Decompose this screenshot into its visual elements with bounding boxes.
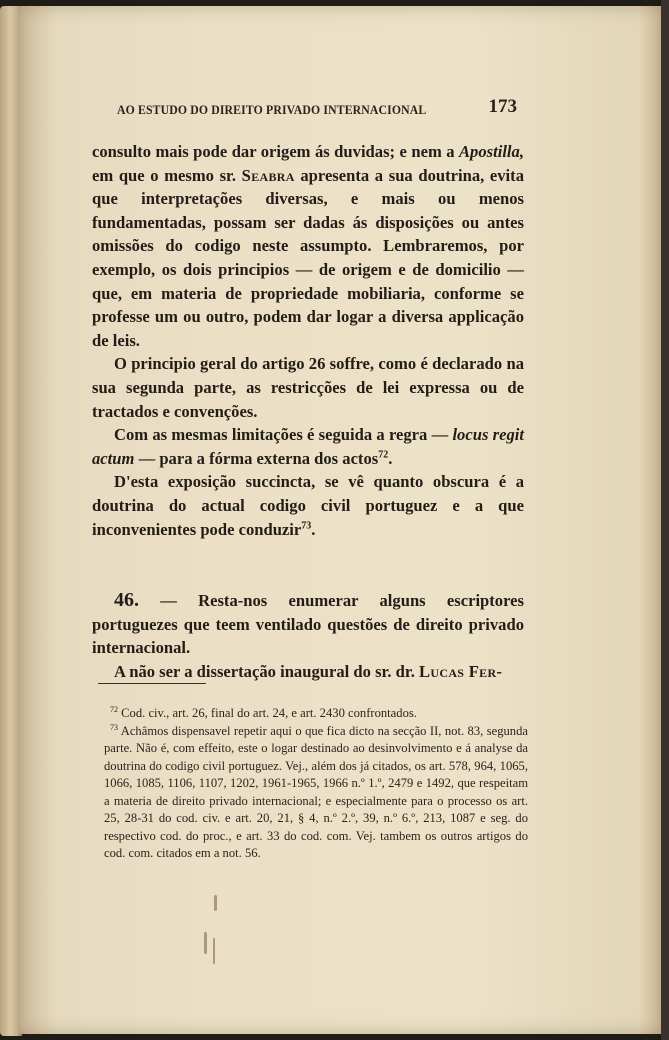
text-run: — para a fórma externa dos actos <box>134 448 379 468</box>
paragraph-5 <box>92 589 524 660</box>
footnote-72 <box>104 705 528 723</box>
paragraph-2: O principio geral do artigo 26 soffre, como é declarado na sua segunda parte, as restricções de lei expressa ou de tractados e convenções. <box>92 354 524 421</box>
footnote-mark: 73 <box>110 722 118 732</box>
paragraph-6 <box>92 660 524 684</box>
paragraph-3 <box>92 423 524 470</box>
text-run: em que o mesmo sr. <box>92 165 242 185</box>
text-run: . <box>311 519 316 539</box>
main-text <box>92 140 524 683</box>
ink-stain <box>204 932 207 954</box>
footnote-rule <box>98 683 206 684</box>
text-run: Com as mesmas limitações é seguida a regra — <box>114 425 453 445</box>
paragraph-4 <box>92 470 524 541</box>
footnote-reference: 73 <box>301 519 312 531</box>
text-run: — Resta-nos enumerar alguns escriptores portuguezes que teem ventilado questões de direito privado internacional. <box>92 591 524 658</box>
page-number: 173 <box>488 96 517 117</box>
footnote-mark: 72 <box>110 704 118 714</box>
paragraph-1 <box>92 140 524 352</box>
section-number: 46. <box>114 589 139 612</box>
author-name: Lucas Fer- <box>419 661 503 681</box>
ink-stain <box>214 895 217 911</box>
author-name: Seabra <box>241 165 295 185</box>
footnote-73 <box>104 723 528 863</box>
italic-run: Apostilla, <box>458 142 524 161</box>
text-run: A não ser a dissertação inaugural do sr. dr. <box>114 661 420 681</box>
page-header <box>117 96 517 120</box>
footnote-text: Achâmos dispensavel repetir aqui o que fica dicto na secção II, not. 83, segunda parte. Não é, com effeito, este o logar destinado ao desinvolvimento e á analyse da doutrina do codigo civil portuguez. Vej., além dos já citados, os art. 578, 964, 1065, 1066, 1085, 1106, 1107, 1202, 1961-1965, 1966 n.º 1.º, 2479 e 1492, que respeitam a materia de direito privado internacional; e especialmente para o processo os art. 25, 28-31 do cod. civ. e art. 20, 21, § 4, n.º 2.º, 39, n.º 6.º, 213, 1087 e seg. do respectivo cod. do proc., e art. 33 do cod. com. Vej. tambem os outros artigos do cod. com. citados em a not. 56. <box>104 723 528 860</box>
running-head: AO ESTUDO DO DIREITO PRIVADO INTERNACIONAL <box>117 103 427 117</box>
ink-stain <box>213 938 215 964</box>
text-run: apresenta a sua doutrina, evita que interpretações diversas, e mais ou menos fundamentadas, possam ser dadas ás disposições ou antes omissões do codigo neste assumpto. Lembraremos, por exemplo, os dois principios — de origem e de domicilio — que, em materia de propriedade mobiliaria, conforme se professe um ou outro, podem dar logar a diversa applicação de leis. <box>92 165 524 350</box>
footnote-text: Cod. civ., art. 26, final do art. 24, e art. 2430 confrontados. <box>121 706 417 720</box>
footnotes <box>104 705 528 863</box>
italic-run: locus regit actum <box>92 425 524 468</box>
text-run: consulto mais pode dar origem ás duvidas; e nem a <box>92 142 459 161</box>
text-run: D'esta exposição succincta, se vê quanto obscura é a doutrina do actual codigo civil portuguez e a que inconvenientes pode conduzir <box>92 472 524 539</box>
text-run: . <box>388 448 393 468</box>
footnote-reference: 72 <box>378 449 389 461</box>
scan-border <box>661 0 669 1040</box>
